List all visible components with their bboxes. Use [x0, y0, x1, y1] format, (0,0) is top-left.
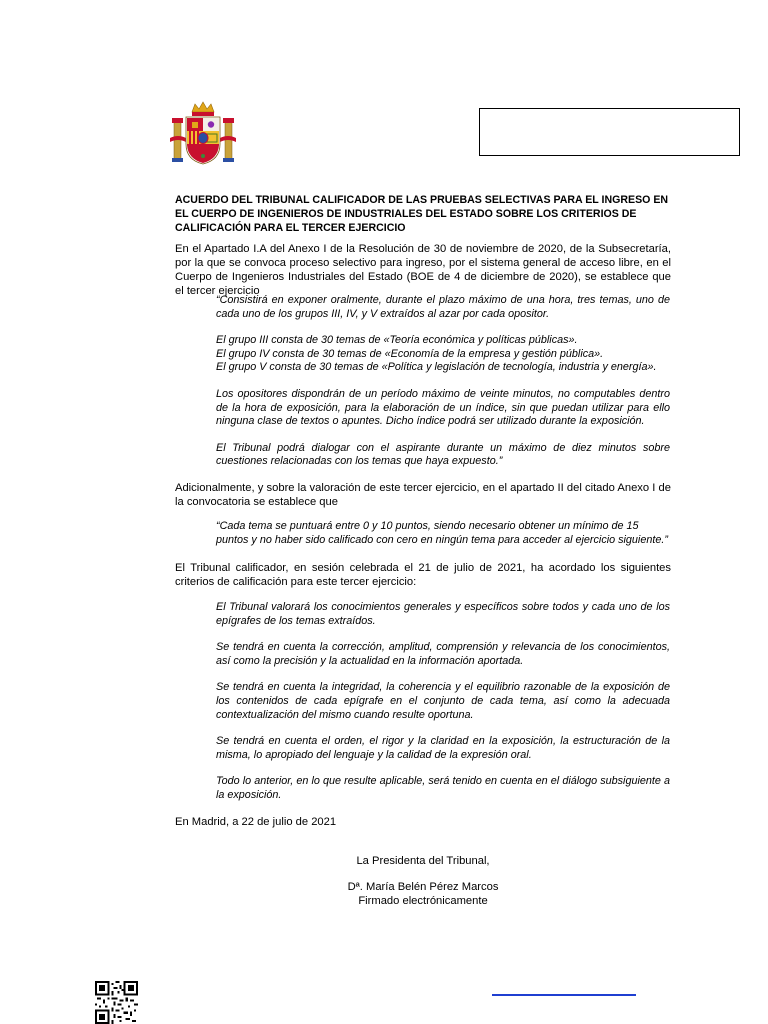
tribunal-paragraph: El Tribunal calificador, en sesión celebrada el 21 de julio de 2021, ha acordado los siguientes criterios de calificación para este tercer ejercicio: — [175, 562, 671, 588]
quoted-exercise-description — [216, 294, 670, 469]
criteria-list — [216, 601, 670, 803]
coat-of-arms-emblem — [168, 98, 238, 166]
place-and-date: En Madrid, a 22 de julio de 2021 — [175, 816, 337, 828]
criterion-item: El Tribunal valorará los conocimientos generales y específicos sobre todos y cada uno de los epígrafes de los temas extraídos. — [216, 601, 670, 627]
quote1-group-iv: El grupo IV consta de 30 temas de «Economía de la empresa y gestión pública». — [216, 347, 604, 360]
document-title: ACUERDO DEL TRIBUNAL CALIFICADOR DE LAS PRUEBAS SELECTIVAS PARA EL INGRESO EN EL CUERPO DE INGENIEROS DE INDUSTRIALES DEL ESTADO SOBRE LOS CRITERIOS DE CALIFICACIÓN PARA EL TERCER EJERCICIO — [175, 194, 669, 234]
quoted-scoring-rule: “Cada tema se puntuará entre 0 y 10 puntos, siendo necesario obtener un mínimo de 15 puntos y no haber sido calificado con cero en ningún tema para acceder al ejercicio siguiente.” — [216, 520, 668, 546]
criterion-item: Todo lo anterior, en lo que resulte aplicable, será tenido en cuenta en el diálogo subsiguiente a la exposición. — [216, 775, 670, 801]
signature-role: La Presidenta del Tribunal, — [356, 855, 490, 867]
quote1-group-v: El grupo V consta de 30 temas de «Política y legislación de tecnología, industria y energía». — [216, 361, 657, 374]
criterion-item: Se tendrá en cuenta la corrección, amplitud, comprensión y relevancia de los conocimientos, así como la precisión y la actualidad en la información aportada. — [216, 641, 670, 667]
qr-code — [95, 981, 138, 1024]
criterion-item: Se tendrá en cuenta la integridad, la coherencia y el equilibrio razonable de la exposición de los contenidos de cada epígrafe en el conjunto de cada tema, así como la adecuada contextualización del mismo cuando resulte oportuna. — [216, 681, 670, 721]
additional-paragraph: Adicionalmente, y sobre la valoración de este tercer ejercicio, en el apartado II del citado Anexo I de la convocatoria se establece que — [175, 482, 671, 508]
quote1-paragraph-1: “Consistirá en exponer oralmente, durante el plazo máximo de una hora, tres temas, uno de cada uno de los grupos III, IV, y V extraídos al azar por cada opositor. — [216, 294, 670, 320]
intro-paragraph: En el Apartado I.A del Anexo I de la Resolución de 30 de noviembre de 2020, de la Subsecretaría, por la que se convoca proceso selectivo para ingreso, por el sistema general de acceso libre, en el Cuerpo de Ingenieros Industriales del Estado (BOE de 4 de diciembre de 2020), se establece que el tercer ejercicio — [175, 243, 671, 297]
registration-stamp-box — [479, 108, 740, 156]
quote1-group-iii: El grupo III consta de 30 temas de «Teoría económica y políticas públicas». — [216, 334, 578, 347]
quote1-paragraph-3: Los opositores dispondrán de un período máximo de veinte minutos, no computables dentro de la hora de exposición, para la elaboración de un índice, sin que puedan utilizar para ello ninguna clase de textos o apuntes. Dicho índice podrá ser utilizado durante la exposición. — [216, 387, 670, 428]
quote1-paragraph-4: El Tribunal podrá dialogar con el aspirante durante un máximo de diez minutos sobre cuestiones relacionadas con los temas que haya expuesto.” — [216, 441, 670, 468]
verification-link-underline[interactable] — [492, 994, 636, 996]
criterion-item: Se tendrá en cuenta el orden, el rigor y la claridad en la exposición, la estructuración de la misma, lo apropiado del lenguaje y la calidad de la expresión oral. — [216, 735, 670, 761]
signature-name: Dª. María Belén Pérez Marcos — [347, 881, 499, 893]
signature-note: Firmado electrónicamente — [358, 895, 488, 907]
